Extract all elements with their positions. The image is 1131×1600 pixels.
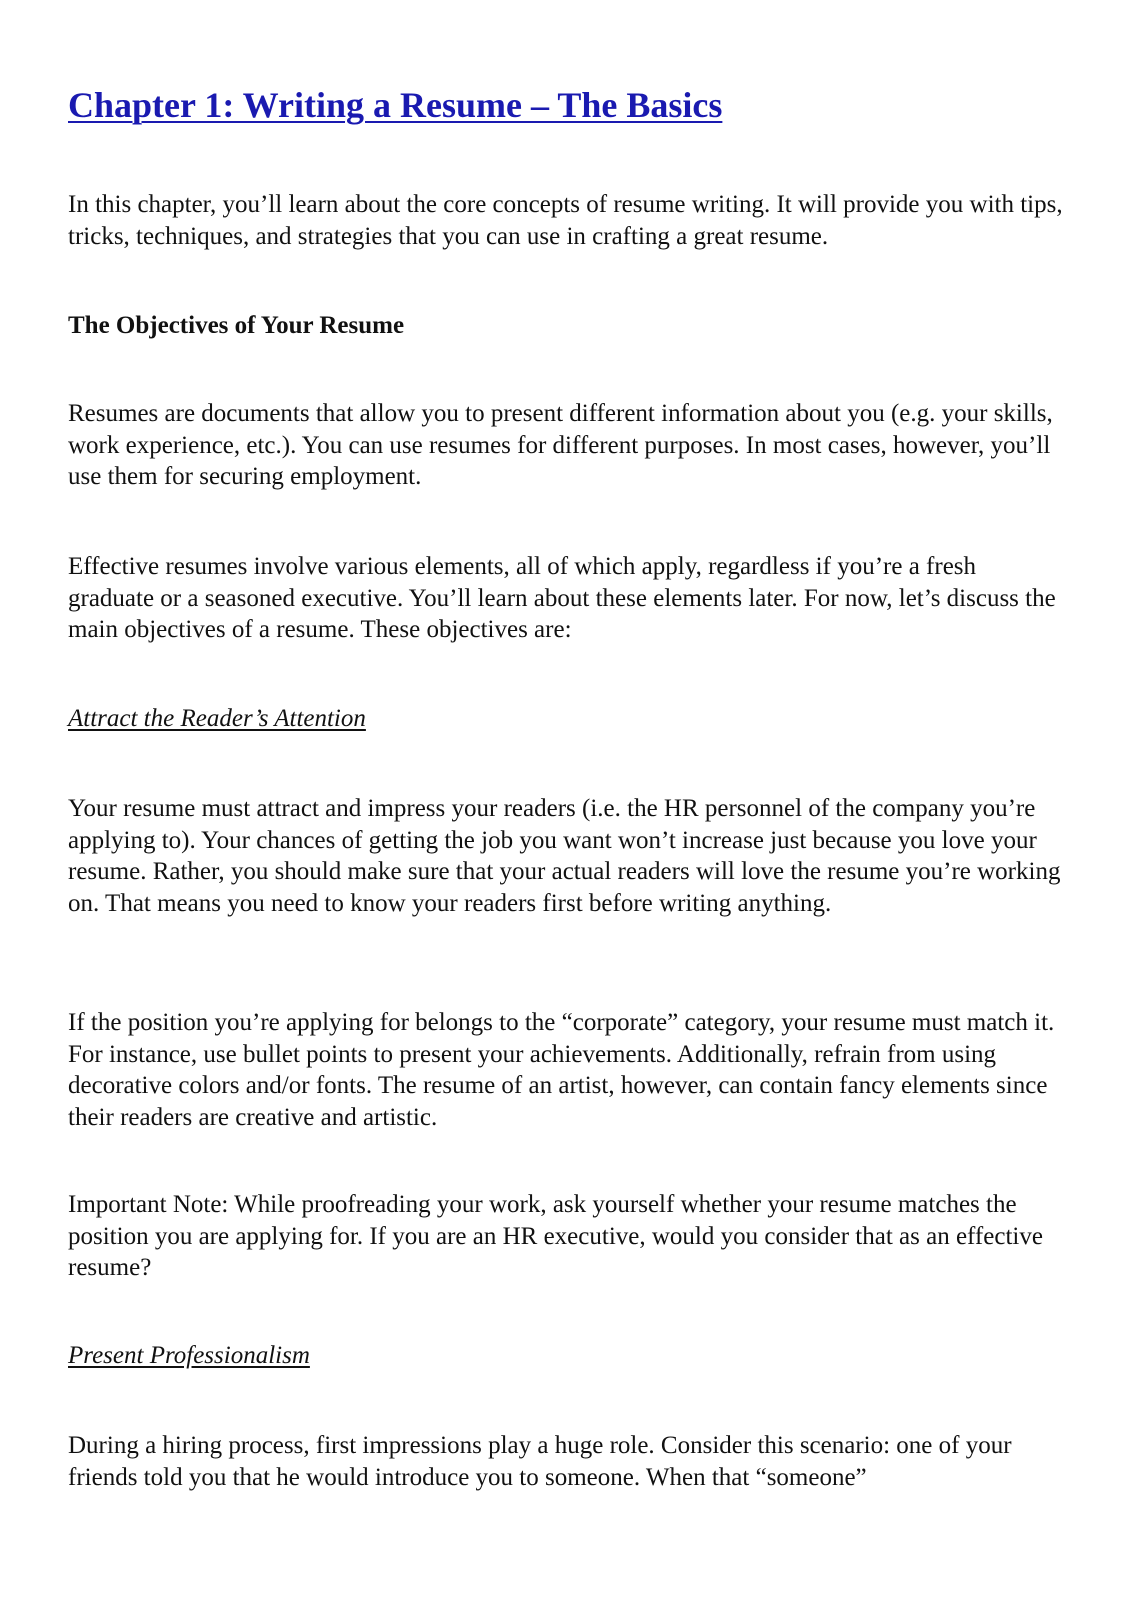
corporate-paragraph: If the position you’re applying for belongs to the “corporate” category, your resume must match it. For instance, use bullet points to present your achievements. Additionally, refrain from using decorative colors and/or fonts. The resume of an artist, however, can contain fancy elements since their readers are creative and artistic. [68, 1009, 1055, 1131]
effective-resumes-paragraph: Effective resumes involve various elements, all of which apply, regardless if you’re a fresh graduate or a seasoned executive. You’ll learn about these elements later. For now, let’s discuss the main objectives of a resume. These objectives are: [68, 553, 1056, 643]
attract-attention-subheading: Attract the Reader’s Attention [68, 705, 366, 732]
important-note-paragraph: Important Note: While proofreading your work, ask yourself whether your resume matches the position you are applying for. If you are an HR executive, would you consider that as an effective resume? [68, 1191, 1043, 1281]
chapter-title-link[interactable]: Chapter 1: Writing a Resume – The Basics [68, 85, 723, 125]
section-heading: The Objectives of Your Resume [68, 312, 405, 339]
professionalism-subheading: Present Professionalism [68, 1342, 310, 1369]
attract-paragraph: Your resume must attract and impress your readers (i.e. the HR personnel of the company you’re applying to). Your chances of getting the job you want won’t increase just because you love your resume. Rather, you should make sure that your actual readers will love the resume you’re working on. That means you need to know your readers first before writing anything. [68, 795, 1061, 917]
resumes-paragraph: Resumes are documents that allow you to present different information about you (e.g. your skills, work experience, etc.). You can use resumes for different purposes. In most cases, however, you’ll use them for securing employment. [68, 400, 1053, 490]
hiring-paragraph: During a hiring process, first impressions play a huge role. Consider this scenario: one of your friends told you that he would introduce you to someone. When that “someone” [68, 1432, 1012, 1491]
intro-paragraph: In this chapter, you’ll learn about the core concepts of resume writing. It will provide you with tips, tricks, techniques, and strategies that you can use in crafting a great resume. [68, 191, 1063, 250]
